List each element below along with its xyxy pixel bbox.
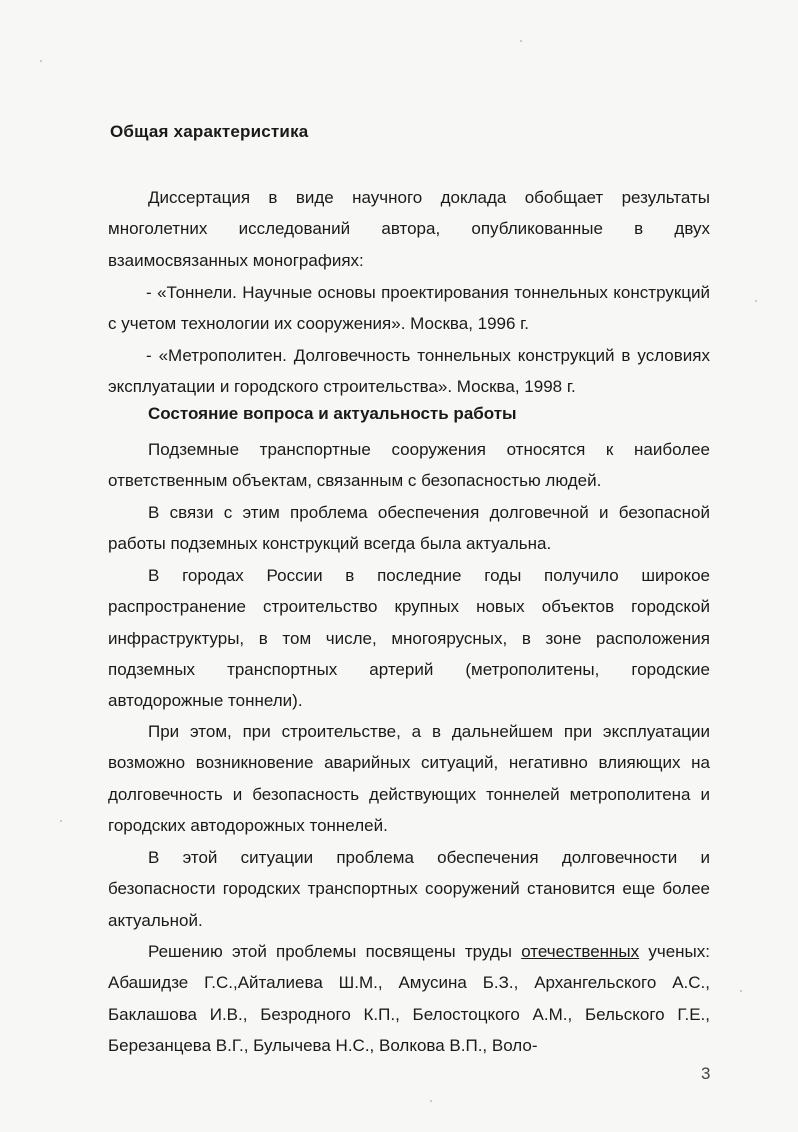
underlined-word: отечественных bbox=[521, 942, 640, 961]
scan-speck bbox=[755, 300, 757, 302]
paragraph-durability-problem: В связи с этим проблема обеспечения долговечной и безопасной работы подземных конструкций всегда была актуальна. bbox=[108, 503, 710, 554]
paragraph-emergency-situations: При этом, при строительстве, а в дальнейшем при эксплуатации возможно возникновение аварийных ситуаций, негативно влияющих на долговечность и безопасность действующих тоннелей метрополитена и городских автодорожных тоннелей. bbox=[108, 722, 710, 835]
page-number: 3 bbox=[701, 1064, 711, 1083]
paragraph-actuality: В этой ситуации проблема обеспечения долговечности и безопасности городских транспортных сооружений становится еще более актуальной. bbox=[108, 848, 710, 930]
intro-paragraph: Диссертация в виде научного доклада обобщает результаты многолетних исследований автора, опубликованные в двух взаимосвязанных монографиях: bbox=[108, 188, 710, 270]
scan-speck bbox=[430, 1100, 432, 1102]
scan-speck bbox=[520, 40, 522, 42]
scan-speck bbox=[60, 820, 62, 822]
researchers-text-start: Решению этой проблемы посвящены труды bbox=[148, 942, 522, 961]
paragraph-russian-cities: В городах России в последние годы получило широкое распространение строительство крупных новых объектов городской инфраструктуры, в том числе, многоярусных, в зоне расположения подземных транспортных артерий (метрополитены, городские автодорожные тоннели). bbox=[108, 566, 710, 711]
monograph-item-2: - «Метрополитен. Долговечность тоннельных конструкций в условиях эксплуатации и городского строительства». Москва, 1998 г. bbox=[108, 346, 710, 397]
section-heading: Общая характеристика bbox=[110, 122, 309, 141]
subsection-heading: Состояние вопроса и актуальность работы bbox=[148, 404, 517, 423]
paragraph-researchers bbox=[108, 936, 710, 1061]
paragraph-underground-structures: Подземные транспортные сооружения относятся к наиболее ответственным объектам, связанным с безопасностью людей. bbox=[108, 440, 710, 491]
researchers-text-rest: ученых: Абашидзе Г.С.,Айталиева Ш.М., Амусина Б.З., Архангельского А.С., Баклашова И.В., Безродного К.П., Белостоцкого А.М., Бельского Г.Е., Березанцева В.Г., Булычева Н.С., Волкова В.П., Воло- bbox=[108, 942, 710, 1055]
monograph-item-1: - «Тоннели. Научные основы проектирования тоннельных конструкций с учетом технологии их сооружения». Москва, 1996 г. bbox=[108, 283, 710, 334]
scan-speck bbox=[740, 990, 742, 992]
scan-speck bbox=[40, 60, 42, 62]
